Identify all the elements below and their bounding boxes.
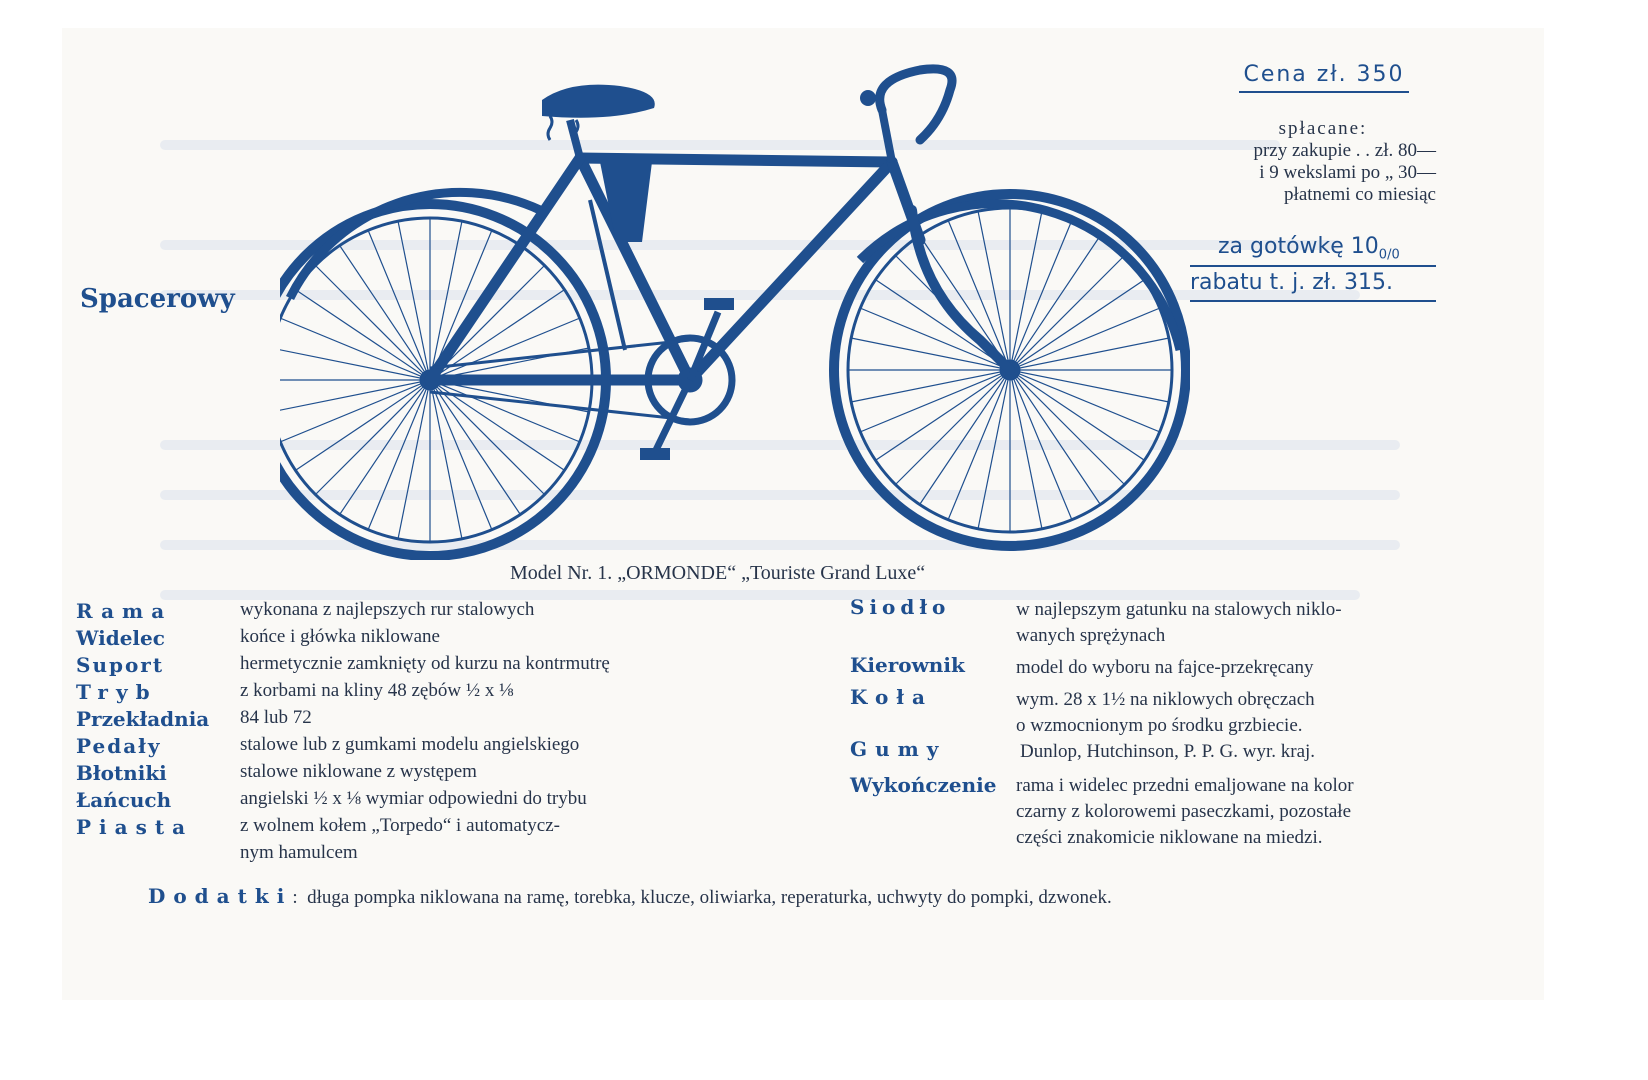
spec-label: Gumy (850, 737, 947, 761)
spec-value-continued: wanych sprężynach (1016, 625, 1166, 646)
bell (860, 90, 876, 106)
front-fork (912, 210, 1010, 370)
price-divider (1190, 265, 1436, 267)
cash-discount-line (1218, 234, 1400, 262)
price-divider (1190, 300, 1436, 302)
accessories-label: Dodatki (148, 884, 293, 908)
spec-value: 84 lub 72 (240, 707, 312, 728)
spec-label: Tryb (76, 680, 158, 704)
spec-value: w najlepszym gatunku na stalowych niklo- (1016, 599, 1342, 620)
spec-values-left (240, 596, 610, 866)
spec-value-continued: części znakomicie niklowane na miedzi. (1016, 827, 1323, 848)
section-title: Spacerowy (80, 284, 235, 314)
spec-value-continued: nym hamulcem (240, 842, 358, 863)
model-caption: Model Nr. 1. „ORMONDE“ „Touriste Grand Luxe“ (510, 562, 926, 584)
installment-line: przy zakupie . . zł. 80— (1253, 140, 1436, 161)
spec-label: Siodło (850, 595, 951, 619)
spec-value: wym. 28 x 1½ na niklowych obręczach (1016, 689, 1315, 710)
accessories-line (148, 884, 1112, 909)
installment-line: płatnemi co miesiąc (1284, 184, 1436, 205)
spec-labels-left (76, 598, 209, 841)
pedal (704, 298, 734, 310)
installment-line: i 9 wekslami po „ 30— (1259, 162, 1436, 183)
spec-value-continued: o wzmocnionym po środku grzbiecie. (1016, 715, 1303, 736)
spec-value: stalowe niklowane z występem (240, 761, 477, 782)
spec-value: model do wyboru na fajce-przekręcany (1016, 657, 1314, 678)
price-title: Cena zł. 350 (1239, 62, 1408, 93)
spec-value: końce i główka niklowane (240, 626, 440, 647)
bicycle-illustration (280, 50, 1190, 560)
spec-value: rama i widelec przedni emaljowane na kolor (1016, 775, 1354, 796)
spec-label: Widelec (76, 626, 165, 650)
spec-value-continued: czarny z kolorowemi paseczkami, pozostałe (1016, 801, 1351, 822)
spec-label: Błotniki (76, 761, 167, 785)
frame (430, 158, 920, 380)
spec-value: hermetycznie zamknięty od kurzu na kontrmutrę (240, 653, 610, 674)
installment-plan (1180, 118, 1436, 206)
spec-label: Rama (76, 599, 173, 623)
spec-label: Łańcuch (76, 788, 172, 812)
spec-label: Pedały (76, 734, 162, 758)
spec-value: Dunlop, Hutchinson, P. P. G. wyr. kraj. (1020, 741, 1316, 762)
cash-price: rabatu t. j. zł. 315. (1190, 270, 1394, 295)
spec-value: z wolnem kołem „Torpedo“ i automatycz- (240, 815, 560, 836)
handlebar (880, 69, 952, 140)
percent-sign: 0/0 (1378, 247, 1400, 263)
installment-heading: spłacane: (1278, 118, 1368, 139)
spec-value: stalowe lub z gumkami modelu angielskiego (240, 734, 580, 755)
spec-label: Przekładnia (76, 707, 210, 731)
price-block (1212, 62, 1436, 87)
spec-value: wykonana z najlepszych rur stalowych (240, 599, 535, 620)
spec-value: z korbami na kliny 48 zębów ½ x ⅛ (240, 680, 514, 701)
spec-label: Suport (76, 653, 165, 677)
accessories-colon: : (292, 887, 308, 908)
spec-value: angielski ½ x ⅛ wymiar odpowiedni do trybu (240, 788, 587, 809)
cash-discount-text: za gotówkę 10 (1218, 234, 1379, 259)
saddle (542, 85, 655, 118)
spec-label: Wykończenie (850, 773, 997, 797)
spec-label: Piasta (76, 815, 194, 839)
handlebar-stem (882, 110, 892, 162)
spec-label: Koła (850, 685, 933, 709)
pedal (640, 448, 670, 460)
accessories-text: długa pompka niklowana na ramę, torebka, klucze, oliwiarka, reperaturka, uchwyty do pompki, dzwonek. (307, 887, 1112, 908)
spec-label: Kierownik (850, 653, 965, 677)
